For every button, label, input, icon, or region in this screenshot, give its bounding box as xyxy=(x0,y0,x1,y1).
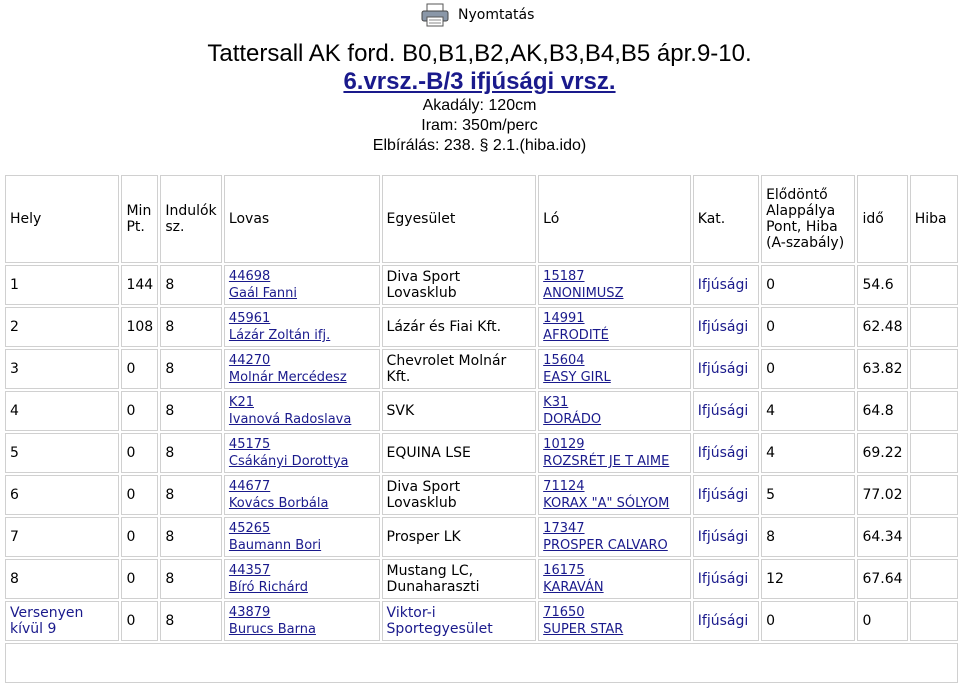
horse-id-link[interactable]: 71650 xyxy=(543,605,585,620)
min-points-cell: 0 xyxy=(121,475,158,515)
time-cell: 67.64 xyxy=(857,559,907,599)
horse-cell xyxy=(538,349,691,389)
rider-id-link[interactable]: 44357 xyxy=(228,563,271,578)
club-cell: Diva Sport Lovasklub xyxy=(382,265,537,305)
header-lovas: Lovas xyxy=(224,175,380,263)
time-cell: 77.02 xyxy=(857,475,907,515)
rider-cell xyxy=(224,433,380,473)
points-cell: 5 xyxy=(761,475,855,515)
results-table xyxy=(3,173,959,685)
club-cell: Prosper LK xyxy=(382,517,537,557)
rider-name-link[interactable]: Csákányi Dorottya xyxy=(228,454,349,469)
horse-name-link[interactable]: AFRODITÉ xyxy=(543,328,609,343)
header-hely: Hely xyxy=(5,175,119,263)
horse-name-link[interactable]: KARAVÁN xyxy=(543,580,604,595)
club-cell: Mustang LC, Dunaharaszti xyxy=(382,559,537,599)
fault-cell xyxy=(910,433,958,473)
starters-cell: 8 xyxy=(160,391,222,431)
horse-cell xyxy=(538,307,691,347)
starters-cell: 8 xyxy=(160,475,222,515)
judging-info: Elbírálás: 238. § 2.1.(hiba.ido) xyxy=(372,137,587,154)
club-cell: Viktor-i Sportegyesület xyxy=(382,601,537,641)
header-ido: idő xyxy=(857,175,907,263)
header-elodonto: Elődöntő Alappálya Pont, Hiba (A-szabály) xyxy=(761,175,855,263)
club-cell: Diva Sport Lovasklub xyxy=(382,475,537,515)
points-cell: 12 xyxy=(761,559,855,599)
horse-name-link[interactable]: ROZSRÉT JE T AIME xyxy=(543,454,670,469)
class-title-link[interactable]: 6.vrsz.-B/3 ifjúsági vrsz. xyxy=(343,68,616,95)
hely-cell: 4 xyxy=(5,391,119,431)
category-cell: Ifjúsági xyxy=(693,559,759,599)
horse-id-link[interactable]: K31 xyxy=(543,395,569,410)
rider-id-link[interactable]: K21 xyxy=(228,395,254,410)
points-cell: 0 xyxy=(761,349,855,389)
min-points-cell: 0 xyxy=(121,391,158,431)
rider-id-link[interactable]: 44698 xyxy=(228,269,271,284)
horse-cell xyxy=(538,265,691,305)
time-cell: 69.22 xyxy=(857,433,907,473)
header-indulok: Indulók sz. xyxy=(160,175,222,263)
starters-cell: 8 xyxy=(160,517,222,557)
obstacle-info: Akadály: 120cm xyxy=(422,97,537,114)
header-kat: Kat. xyxy=(693,175,759,263)
horse-name-link[interactable]: SUPER STAR xyxy=(543,622,624,637)
rider-id-link[interactable]: 44270 xyxy=(228,353,271,368)
min-points-cell: 108 xyxy=(121,307,158,347)
hely-cell: 3 xyxy=(5,349,119,389)
horse-id-link[interactable]: 16175 xyxy=(543,563,585,578)
club-cell: Lázár és Fiai Kft. xyxy=(382,307,537,347)
rider-name-link[interactable]: Burucs Barna xyxy=(228,622,316,637)
category-cell: Ifjúsági xyxy=(693,265,759,305)
rider-name-link[interactable]: Lázár Zoltán ifj. xyxy=(228,328,331,343)
points-cell: 4 xyxy=(761,433,855,473)
horse-cell xyxy=(538,559,691,599)
starters-cell: 8 xyxy=(160,559,222,599)
min-points-cell: 0 xyxy=(121,517,158,557)
header-lo: Ló xyxy=(538,175,691,263)
horse-name-link[interactable]: ANONIMUSZ xyxy=(543,286,624,301)
table-row xyxy=(5,349,958,389)
time-cell: 64.8 xyxy=(857,391,907,431)
horse-id-link[interactable]: 17347 xyxy=(543,521,585,536)
table-footer-row xyxy=(5,643,958,683)
points-cell: 0 xyxy=(761,265,855,305)
rider-cell xyxy=(224,475,380,515)
printer-icon xyxy=(420,3,450,27)
fault-cell xyxy=(910,391,958,431)
fault-cell xyxy=(910,559,958,599)
header-egyesulet: Egyesület xyxy=(382,175,537,263)
rider-cell xyxy=(224,391,380,431)
print-label: Nyomtatás xyxy=(458,7,535,23)
starters-cell: 8 xyxy=(160,433,222,473)
category-cell: Ifjúsági xyxy=(693,475,759,515)
fault-cell xyxy=(910,265,958,305)
min-points-cell: 0 xyxy=(121,433,158,473)
hely-cell: 1 xyxy=(5,265,119,305)
min-points-cell: 0 xyxy=(121,349,158,389)
print-button[interactable] xyxy=(420,3,534,27)
time-cell: 0 xyxy=(857,601,907,641)
header-min: Min Pt. xyxy=(121,175,158,263)
rider-id-link[interactable]: 45175 xyxy=(228,437,271,452)
horse-id-link[interactable]: 14991 xyxy=(543,311,585,326)
rider-name-link[interactable]: Baumann Bori xyxy=(228,538,322,553)
starters-cell: 8 xyxy=(160,601,222,641)
fault-cell xyxy=(910,601,958,641)
points-cell: 4 xyxy=(761,391,855,431)
horse-cell xyxy=(538,391,691,431)
category-cell: Ifjúsági xyxy=(693,601,759,641)
rider-cell xyxy=(224,307,380,347)
points-cell: 0 xyxy=(761,601,855,641)
event-title: Tattersall AK ford. B0,B1,B2,AK,B3,B4,B5 ápr.9-10. xyxy=(207,40,752,67)
time-cell: 62.48 xyxy=(857,307,907,347)
pace-info: Iram: 350m/perc xyxy=(421,117,538,134)
table-row xyxy=(5,307,958,347)
rider-cell xyxy=(224,265,380,305)
hely-cell: Versenyen kívül 9 xyxy=(5,601,119,641)
starters-cell: 8 xyxy=(160,307,222,347)
rider-cell xyxy=(224,517,380,557)
horse-cell xyxy=(538,517,691,557)
rider-name-link[interactable]: Bíró Richárd xyxy=(228,580,308,595)
rider-id-link[interactable]: 45961 xyxy=(228,311,271,326)
horse-name-link[interactable]: PROSPER CALVARO xyxy=(543,538,668,553)
rider-name-link[interactable]: Ivanová Radoslava xyxy=(228,412,352,427)
horse-cell xyxy=(538,475,691,515)
table-row xyxy=(5,391,958,431)
horse-cell xyxy=(538,433,691,473)
rider-cell xyxy=(224,601,380,641)
horse-id-link[interactable]: 15187 xyxy=(543,269,585,284)
rider-cell xyxy=(224,349,380,389)
time-cell: 64.34 xyxy=(857,517,907,557)
hely-cell: 6 xyxy=(5,475,119,515)
club-cell: SVK xyxy=(382,391,537,431)
horse-name-link[interactable]: EASY GIRL xyxy=(543,370,611,385)
points-cell: 8 xyxy=(761,517,855,557)
fault-cell xyxy=(910,475,958,515)
hely-cell: 8 xyxy=(5,559,119,599)
fault-cell xyxy=(910,307,958,347)
points-cell: 0 xyxy=(761,307,855,347)
table-row xyxy=(5,265,958,305)
table-row xyxy=(5,517,958,557)
min-points-cell: 144 xyxy=(121,265,158,305)
time-cell: 63.82 xyxy=(857,349,907,389)
rider-id-link[interactable]: 43879 xyxy=(228,605,271,620)
rider-id-link[interactable]: 44677 xyxy=(228,479,271,494)
hely-cell: 2 xyxy=(5,307,119,347)
fault-cell xyxy=(910,517,958,557)
horse-id-link[interactable]: 71124 xyxy=(543,479,585,494)
hely-cell: 5 xyxy=(5,433,119,473)
page-heading xyxy=(0,40,959,156)
horse-name-link[interactable]: DORÁDO xyxy=(543,412,602,427)
horse-id-link[interactable]: 15604 xyxy=(543,353,585,368)
table-row xyxy=(5,601,958,641)
rider-name-link[interactable]: Molnár Mercédesz xyxy=(228,370,347,385)
club-cell: EQUINA LSE xyxy=(382,433,537,473)
rider-name-link[interactable]: Gaál Fanni xyxy=(228,286,298,301)
table-row xyxy=(5,475,958,515)
category-cell: Ifjúsági xyxy=(693,517,759,557)
category-cell: Ifjúsági xyxy=(693,349,759,389)
min-points-cell: 0 xyxy=(121,601,158,641)
table-row xyxy=(5,559,958,599)
rider-id-link[interactable]: 45265 xyxy=(228,521,271,536)
min-points-cell: 0 xyxy=(121,559,158,599)
fault-cell xyxy=(910,349,958,389)
table-row xyxy=(5,433,958,473)
time-cell: 54.6 xyxy=(857,265,907,305)
horse-id-link[interactable]: 10129 xyxy=(543,437,585,452)
rider-cell xyxy=(224,559,380,599)
table-header-row xyxy=(5,175,958,263)
starters-cell: 8 xyxy=(160,349,222,389)
horse-cell xyxy=(538,601,691,641)
category-cell: Ifjúsági xyxy=(693,307,759,347)
starters-cell: 8 xyxy=(160,265,222,305)
category-cell: Ifjúsági xyxy=(693,391,759,431)
horse-name-link[interactable]: KORAX "A" SÓLYOM xyxy=(543,496,670,511)
category-cell: Ifjúsági xyxy=(693,433,759,473)
header-hiba: Hiba xyxy=(910,175,958,263)
footer-cell xyxy=(5,643,958,683)
hely-cell: 7 xyxy=(5,517,119,557)
club-cell: Chevrolet Molnár Kft. xyxy=(382,349,537,389)
rider-name-link[interactable]: Kovács Borbála xyxy=(228,496,329,511)
